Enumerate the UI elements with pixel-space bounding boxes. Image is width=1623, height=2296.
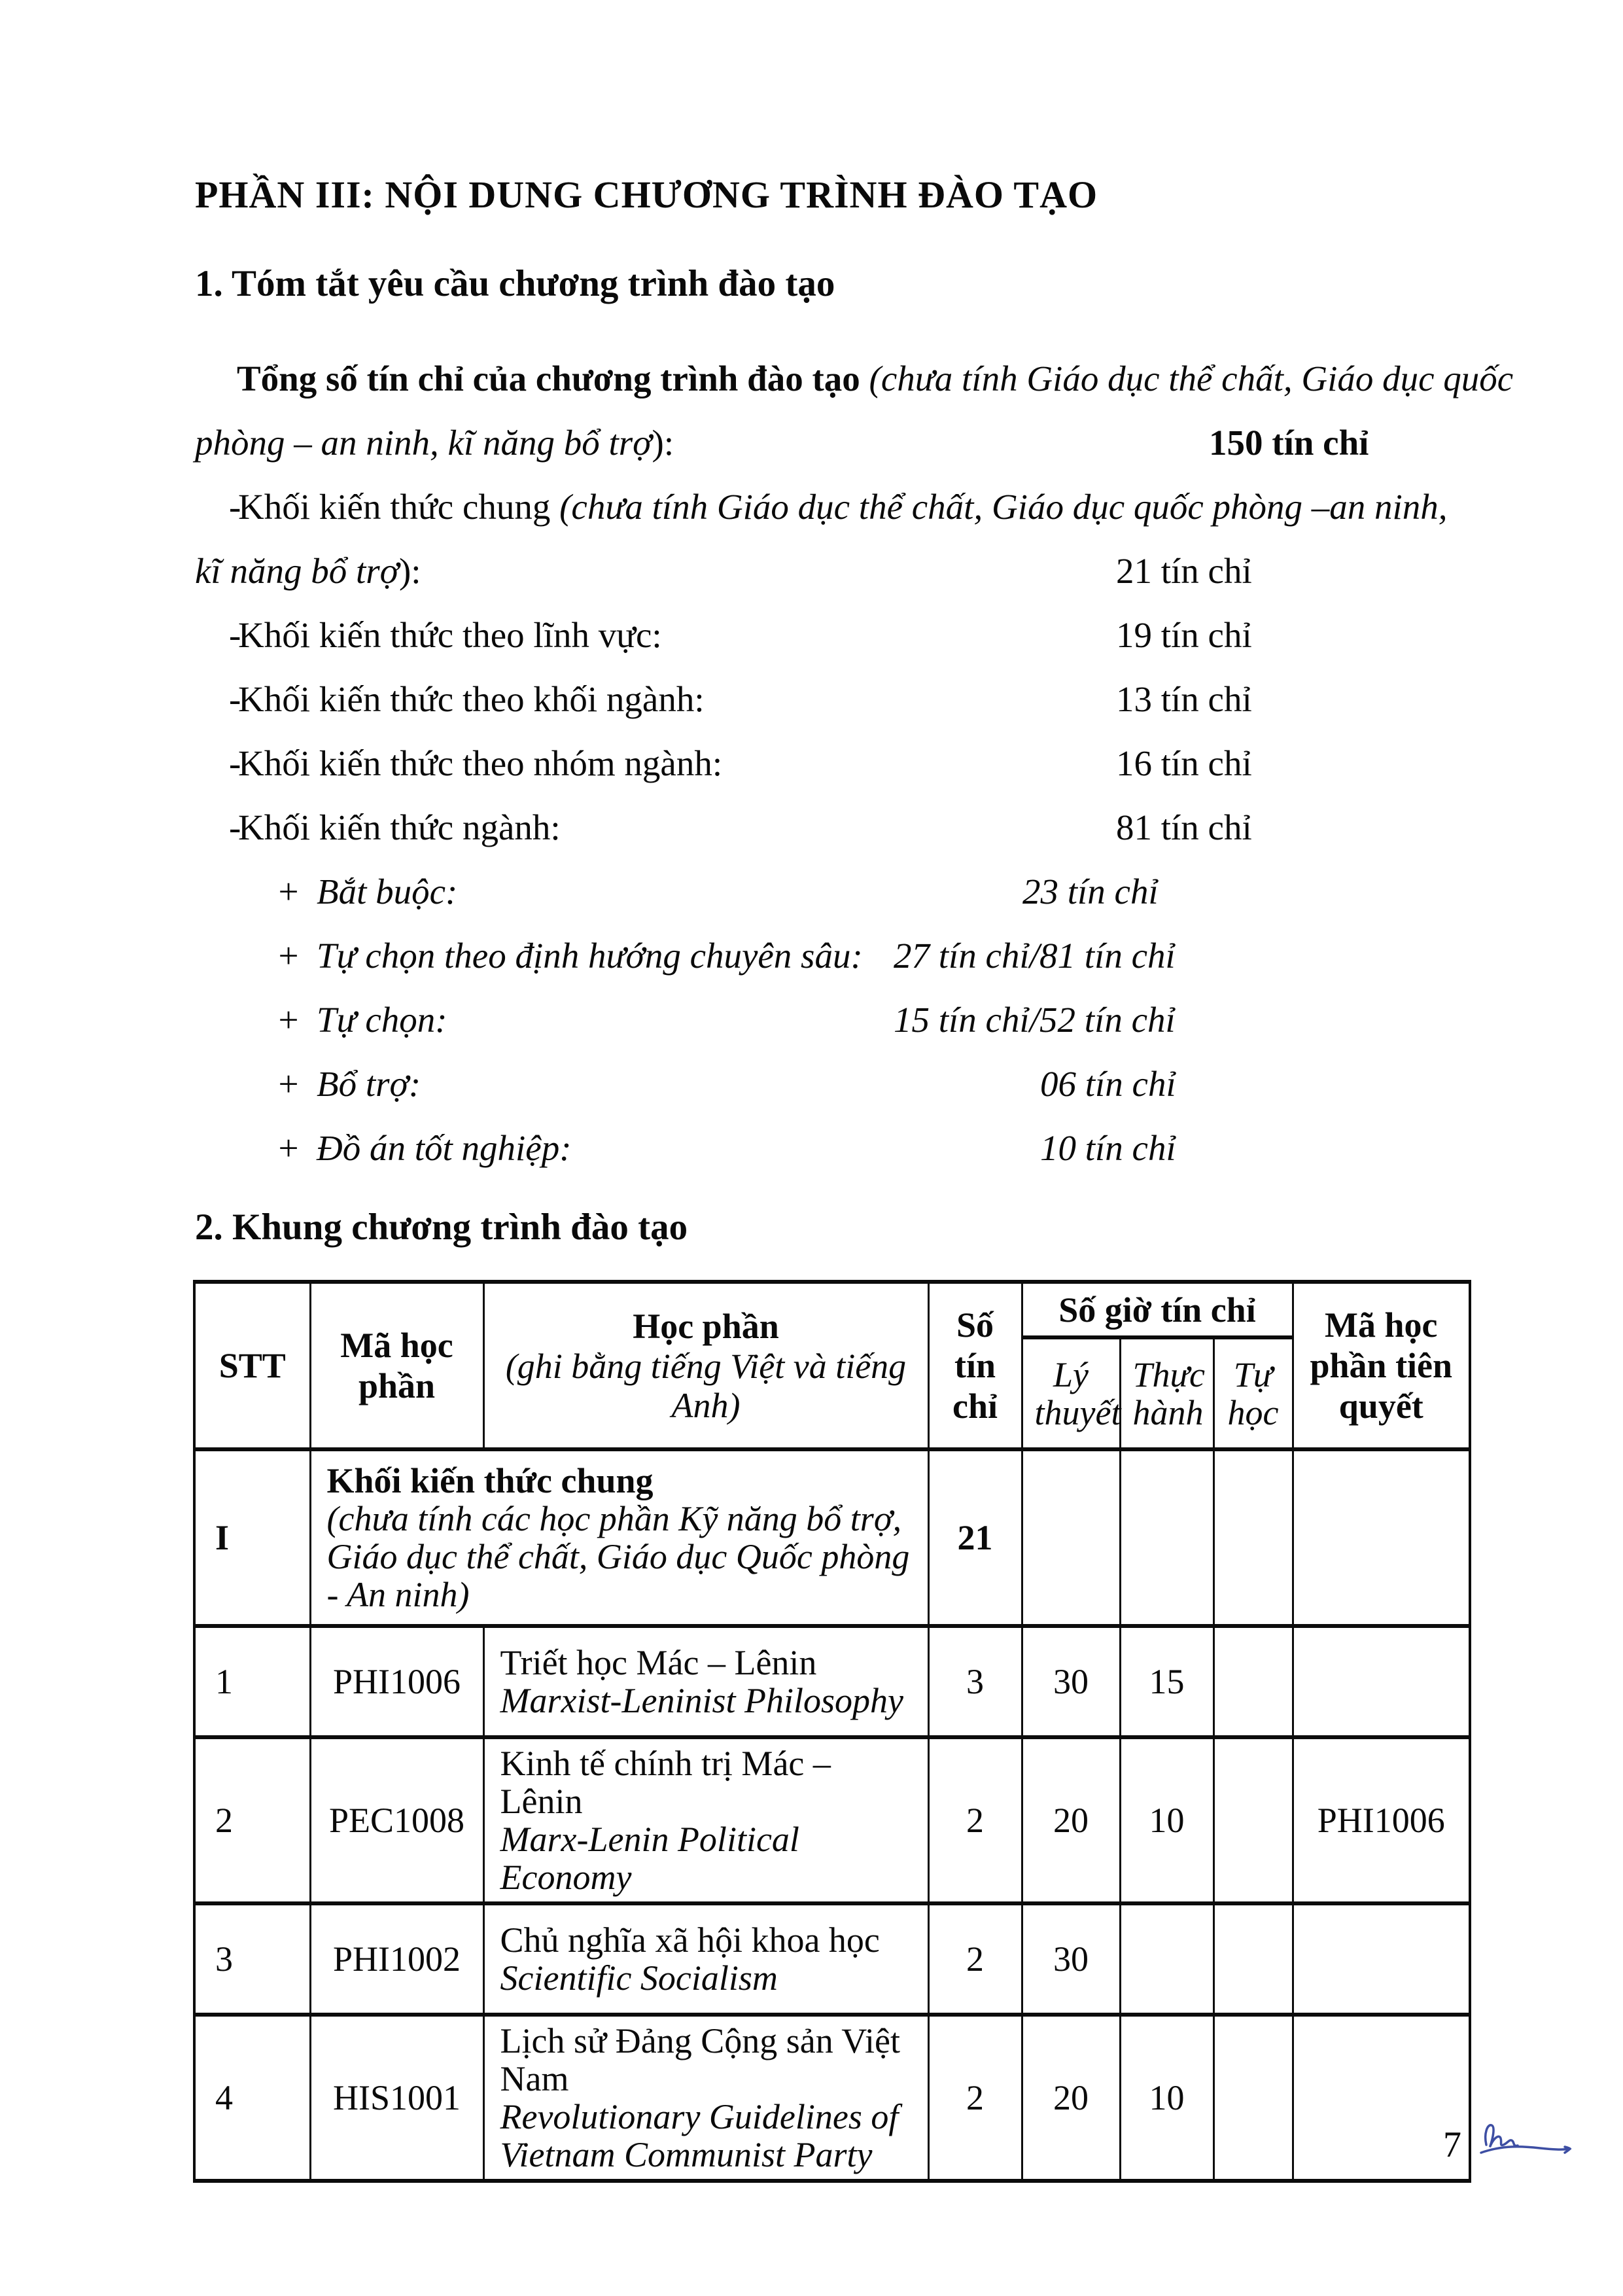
dash-item-1-line-2: kĩ năng bổ trợ): 21 tín chỉ [195, 539, 1446, 603]
page-number: 7 [1443, 2125, 1461, 2165]
course-name-en: Marx-Lenin Political Economy [500, 1820, 799, 1897]
page-title: PHẦN III: NỘI DUNG CHƯƠNG TRÌNH ĐÀO TẠO [195, 173, 1098, 216]
col-header-course-note: (ghi bằng tiếng Việt và tiếng Anh) [505, 1347, 907, 1425]
course-code: PHI1002 [310, 1903, 483, 2015]
intro-line-1 [195, 347, 1514, 411]
table-row [194, 1903, 1470, 2015]
plus-marker: + [276, 936, 301, 976]
credit-value: 2 [928, 2015, 1022, 2181]
dash-marker: - [229, 487, 241, 527]
col-header-practice: Thực hành [1120, 1337, 1213, 1449]
intro-bold-text: Tổng số tín chỉ của chương trình đào tạo [237, 359, 869, 398]
practice-hours: 15 [1120, 1626, 1213, 1737]
credit-value: 3 [928, 1626, 1022, 1737]
intro-line-2: phòng – an ninh, kĩ năng bổ trợ): 150 tín chỉ [195, 411, 1446, 475]
plus-marker: + [276, 1064, 301, 1104]
section-2-heading: 2. Khung chương trình đào tạo [195, 1207, 688, 1248]
dash-item-3: -Khối kiến thức theo khối ngành: 13 tín chỉ [195, 667, 1446, 732]
credit-value: 2 [928, 1737, 1022, 1903]
row-number: 4 [194, 2015, 310, 2181]
course-code: PHI1006 [310, 1626, 483, 1737]
col-header-theory: Lý thuyết [1022, 1337, 1120, 1449]
credit-summary-list [195, 347, 1514, 1180]
dash-item-2: -Khối kiến thức theo lĩnh vực: 19 tín chỉ [195, 603, 1446, 667]
dash-item-4: -Khối kiến thức theo nhóm ngành: 16 tín chỉ [195, 732, 1446, 796]
col-header-self-study: Tự học [1213, 1337, 1293, 1449]
table-row [194, 1626, 1470, 1737]
course-name-vi: Chủ nghĩa xã hội khoa học [500, 1920, 880, 1960]
prerequisite-code: PHI1006 [1293, 1737, 1470, 1903]
plus-item-4: + Bổ trợ: 06 tín chỉ [195, 1052, 1446, 1116]
credit-value: 19 tín chỉ [1116, 615, 1252, 655]
row-number: 3 [194, 1903, 310, 2015]
table-section-row [194, 1449, 1470, 1626]
intro-italic-text: (chưa tính Giáo dục thể chất, Giáo dục quốc [869, 359, 1514, 398]
empty-cell [1213, 1449, 1293, 1626]
credit-value: 81 tín chỉ [1116, 807, 1252, 847]
self-study-hours [1213, 2015, 1293, 2181]
plus-item-5: + Đồ án tốt nghiệp: 10 tín chỉ [195, 1116, 1446, 1180]
course-name-vi: Triết học Mác – Lênin [500, 1643, 817, 1682]
dash-marker: - [229, 615, 241, 655]
theory-hours: 30 [1022, 1626, 1120, 1737]
credit-value: 23 tín chỉ [1022, 872, 1159, 911]
course-name-vi: Kinh tế chính trị Mác – Lênin [500, 1744, 831, 1821]
course-name-en: Scientific Socialism [500, 1958, 778, 1998]
empty-cell [1022, 1449, 1120, 1626]
col-header-course-code: Mã học phần [310, 1282, 483, 1449]
row-number: 1 [194, 1626, 310, 1737]
course-code: PEC1008 [310, 1737, 483, 1903]
prerequisite-code [1293, 1626, 1470, 1737]
total-credits-value: 150 tín chỉ [1209, 423, 1369, 463]
section-credits: 21 [928, 1449, 1022, 1626]
row-number: 2 [194, 1737, 310, 1903]
col-header-stt: STT [194, 1282, 310, 1449]
prerequisite-code [1293, 1903, 1470, 2015]
practice-hours: 10 [1120, 2015, 1213, 2181]
theory-hours: 20 [1022, 2015, 1120, 2181]
credit-value: 27 tín chỉ/81 tín chỉ [894, 936, 1176, 976]
theory-hours: 20 [1022, 1737, 1120, 1903]
self-study-hours [1213, 1737, 1293, 1903]
credit-value: 10 tín chỉ [1040, 1128, 1176, 1168]
plus-marker: + [276, 1000, 301, 1040]
self-study-hours [1213, 1626, 1293, 1737]
empty-cell [1293, 1449, 1470, 1626]
credit-value: 16 tín chỉ [1116, 743, 1252, 783]
self-study-hours [1213, 1903, 1293, 2015]
empty-cell [1120, 1449, 1213, 1626]
credit-value: 13 tín chỉ [1116, 679, 1252, 719]
plus-item-1: + Bắt buộc: 23 tín chỉ [195, 860, 1446, 924]
course-name-cell [483, 1903, 928, 2015]
course-name-cell [483, 1737, 928, 1903]
section-note: (chưa tính các học phần Kỹ năng bổ trợ, Giáo dục thể chất, Giáo dục Quốc phòng - An ninh) [326, 1499, 910, 1614]
section-title: Khối kiến thức chung [326, 1461, 654, 1500]
section-1-heading: 1. Tóm tắt yêu cầu chương trình đào tạo [195, 263, 835, 304]
col-header-credits: Số tín chỉ [928, 1282, 1022, 1449]
course-name-en: Marxist-Leninist Philosophy [500, 1681, 903, 1720]
course-name-vi: Lịch sử Đảng Cộng sản Việt Nam [500, 2021, 900, 2098]
section-number: I [194, 1449, 310, 1626]
dash-item-5: -Khối kiến thức ngành: 81 tín chỉ [195, 796, 1446, 860]
plus-item-3: + Tự chọn: 15 tín chỉ/52 tín chỉ [195, 988, 1446, 1052]
col-header-credit-hours-group: Số giờ tín chỉ [1022, 1282, 1293, 1337]
dash-marker: - [229, 679, 241, 719]
credit-value: 21 tín chỉ [1116, 551, 1252, 591]
dash-item-1-line-1: -Khối kiến thức chung (chưa tính Giáo dục thể chất, Giáo dục quốc phòng –an ninh, [195, 475, 1446, 539]
curriculum-table [193, 1280, 1471, 2183]
dash-marker: - [229, 743, 241, 783]
section-title-cell [310, 1449, 928, 1626]
plus-marker: + [276, 872, 301, 911]
credit-value: 06 tín chỉ [1040, 1064, 1176, 1104]
practice-hours [1120, 1903, 1213, 2015]
course-code: HIS1001 [310, 2015, 483, 2181]
credit-value: 2 [928, 1903, 1022, 2015]
plus-marker: + [276, 1128, 301, 1168]
course-name-en: Revolutionary Guidelines of Vietnam Communist Party [500, 2097, 899, 2174]
col-header-course-name: Học phần (ghi bằng tiếng Việt và tiếng Anh) [483, 1282, 928, 1449]
course-name-cell [483, 2015, 928, 2181]
practice-hours: 10 [1120, 1737, 1213, 1903]
col-header-prerequisite: Mã học phần tiên quyết [1293, 1282, 1470, 1449]
table-row [194, 1737, 1470, 1903]
plus-item-2: + Tự chọn theo định hướng chuyên sâu: 27 tín chỉ/81 tín chỉ [195, 924, 1446, 988]
credit-value: 15 tín chỉ/52 tín chỉ [894, 1000, 1176, 1040]
table-row [194, 2015, 1470, 2181]
dash-marker: - [229, 807, 241, 847]
course-name-cell [483, 1626, 928, 1737]
theory-hours: 30 [1022, 1903, 1120, 2015]
handwritten-signature-icon [1477, 2119, 1601, 2171]
